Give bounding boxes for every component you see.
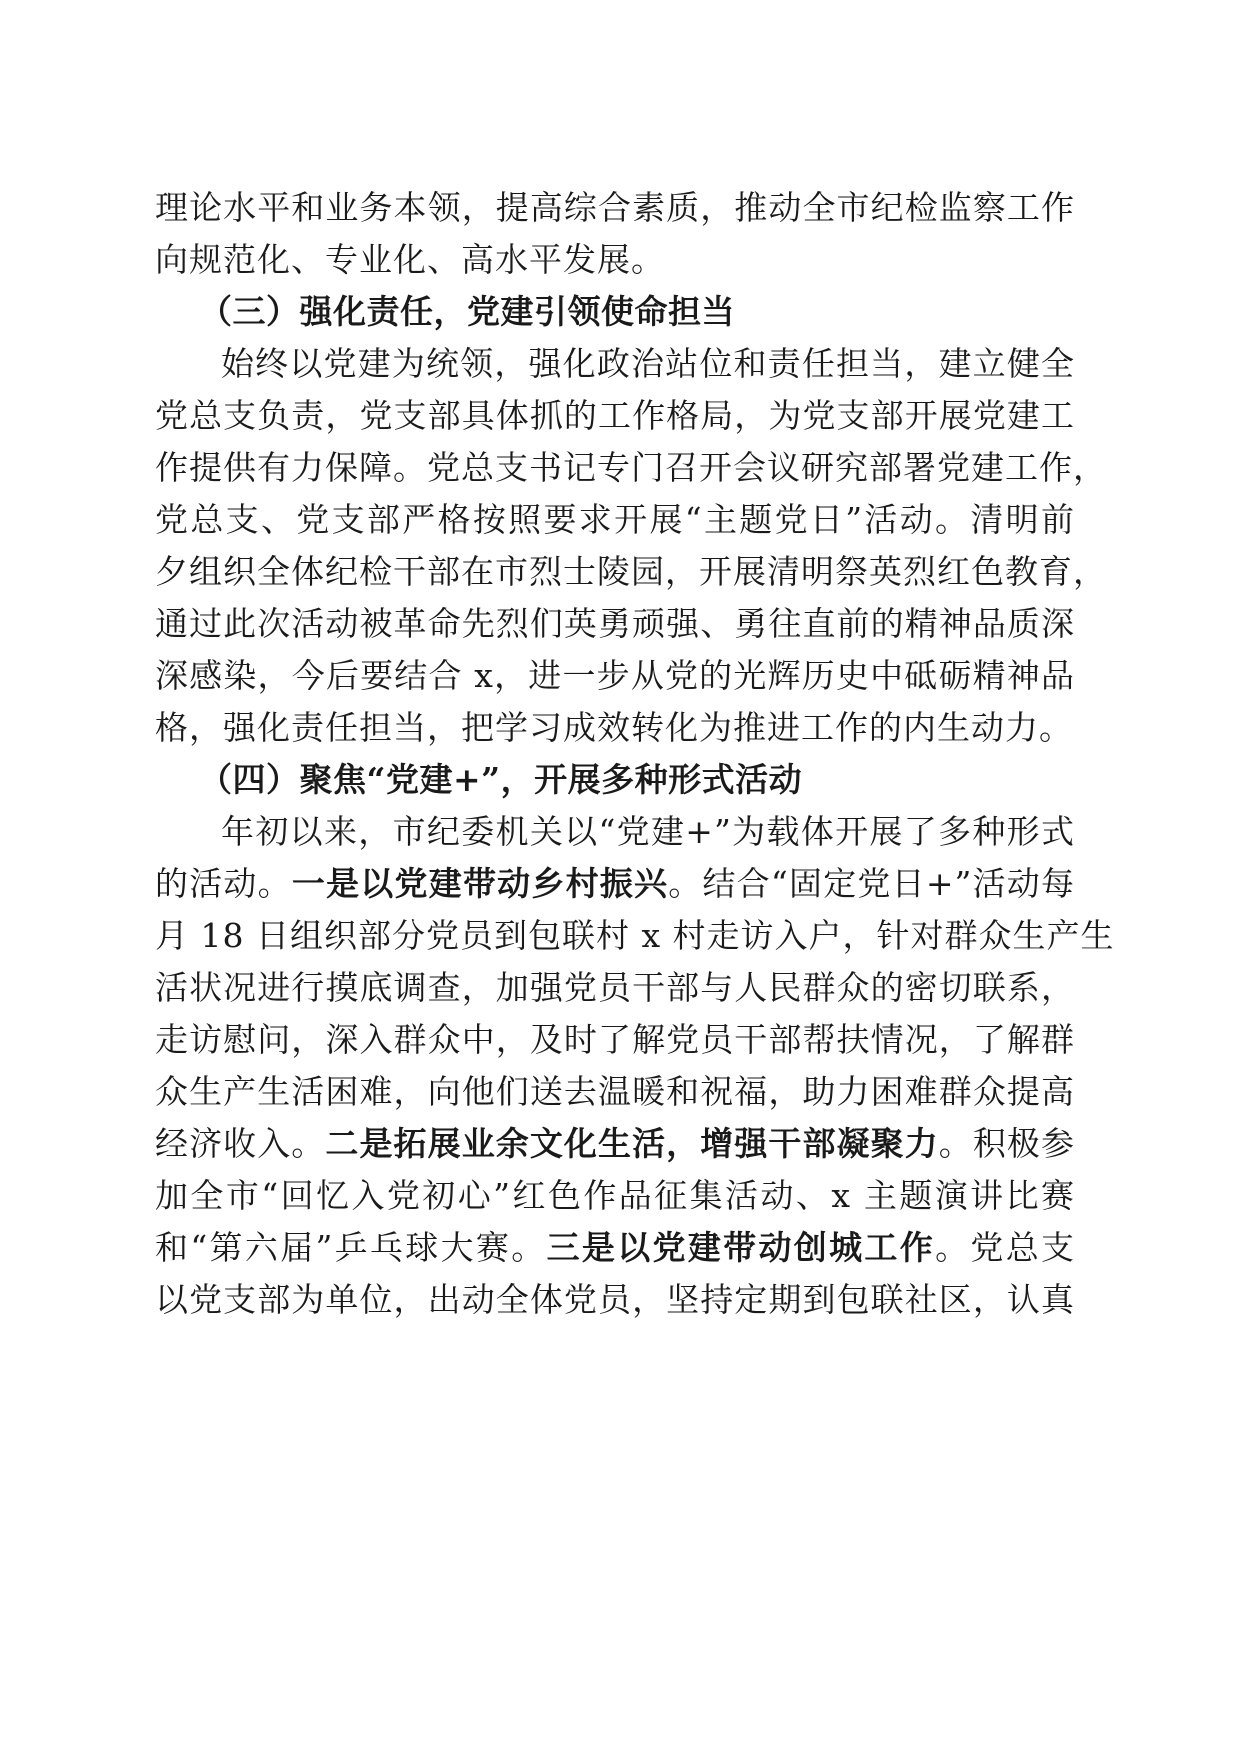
- text-line: 党总支负责，党支部具体抓的工作格局，为党支部开展党建工: [155, 396, 1075, 435]
- text-line: 作提供有力保障。党总支书记专门召开会议研究部署党建工作，: [155, 448, 1107, 487]
- text-line: 深感染，今后要结合 x，进一步从党的光辉历史中砥砺精神品: [155, 656, 1075, 695]
- text-line: [155, 1222, 1075, 1274]
- text-line: 向规范化、专业化、高水平发展。: [155, 240, 665, 279]
- text-run: 。结合“固定党日+”活动每: [668, 864, 1076, 903]
- document-body: [155, 182, 1115, 1326]
- text-line: [155, 858, 1075, 910]
- text-line: 年初以来，市纪委机关以“党建+”为载体开展了多种形式: [221, 812, 1075, 851]
- text-run: 。党总支: [935, 1228, 1076, 1267]
- text-line: 月 18 日组织部分党员到包联村 x 村走访入户，针对群众生产生: [155, 916, 1115, 955]
- bold-lead-1: 一是以党建带动乡村振兴: [291, 864, 669, 903]
- section-heading-4: （四）聚焦“党建+”，开展多种形式活动: [199, 760, 803, 799]
- text-line: 格，强化责任担当，把学习成效转化为推进工作的内生动力。: [155, 708, 1073, 747]
- text-line: 以党支部为单位，出动全体党员，坚持定期到包联社区，认真: [155, 1280, 1075, 1319]
- text-line: 党总支、党支部严格按照要求开展“主题党日”活动。清明前: [155, 500, 1075, 539]
- text-line: 通过此次活动被革命先烈们英勇顽强、勇往直前的精神品质深: [155, 604, 1075, 643]
- section-heading-3: （三）强化责任，党建引领使命担当: [199, 292, 735, 331]
- text-run: 和“第六届”乒乓球大赛。: [155, 1228, 547, 1267]
- text-line: 活状况进行摸底调查，加强党员干部与人民群众的密切联系，: [155, 968, 1075, 1007]
- text-line: [155, 1118, 1075, 1170]
- text-line: 众生产生活困难，向他们送去温暖和祝福，助力困难群众提高: [155, 1072, 1075, 1111]
- paragraph-2: [155, 338, 1107, 754]
- text-run: 的活动。: [155, 864, 292, 903]
- text-line: 理论水平和业务本领，提高综合素质，推动全市纪检监察工作: [155, 188, 1075, 227]
- paragraph-3: [155, 806, 1115, 1326]
- bold-lead-3: 三是以党建带动创城工作: [546, 1228, 936, 1267]
- text-line: 加全市“回忆入党初心”红色作品征集活动、x 主题演讲比赛: [155, 1176, 1075, 1215]
- text-line: 走访慰问，深入群众中，及时了解党员干部帮扶情况，了解群: [155, 1020, 1075, 1059]
- text-run: 经济收入。: [155, 1124, 326, 1163]
- text-line: 夕组织全体纪检干部在市烈士陵园，开展清明祭英烈红色教育，: [155, 552, 1107, 591]
- paragraph-1: [155, 182, 1075, 286]
- text-line: 始终以党建为统领，强化政治站位和责任担当，建立健全: [221, 344, 1075, 383]
- bold-lead-2: 二是拓展业余文化生活，增强干部凝聚力: [325, 1124, 939, 1163]
- text-run: 。积极参: [938, 1124, 1076, 1163]
